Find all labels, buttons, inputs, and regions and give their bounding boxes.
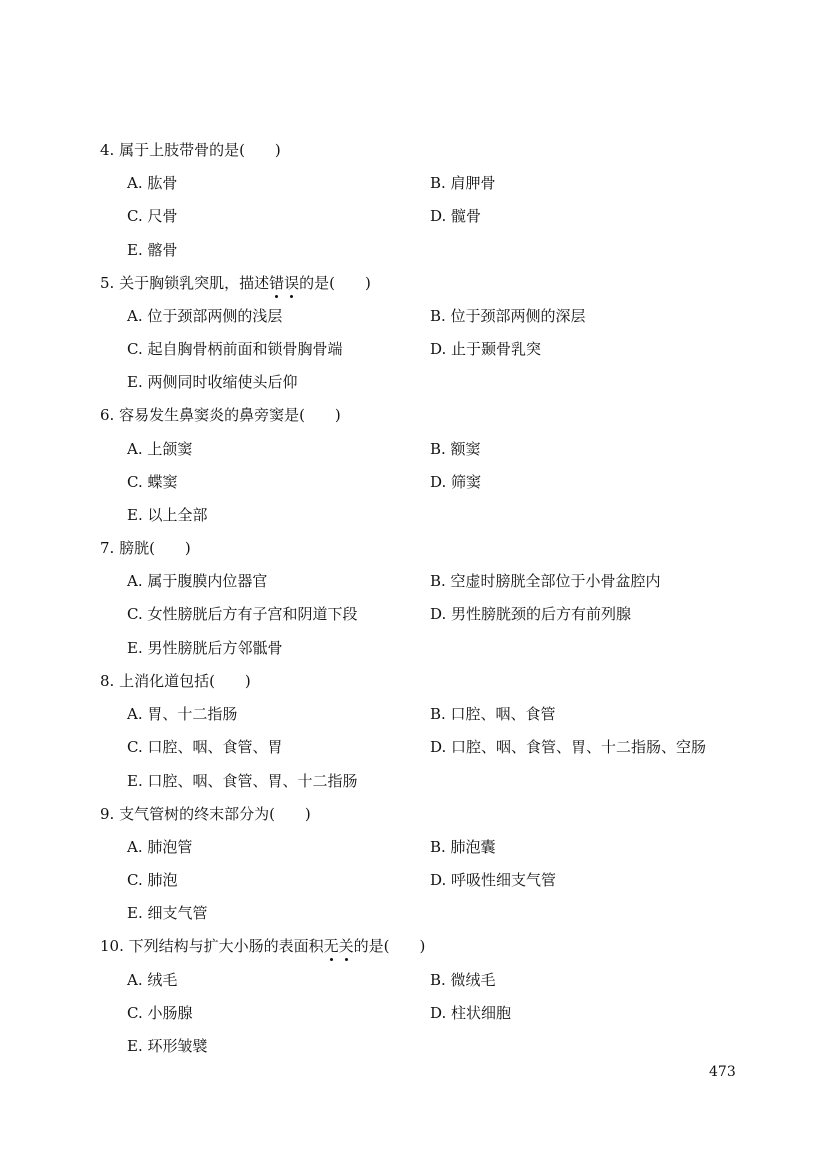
question-10-option-b: B. 微绒毛: [430, 971, 496, 989]
question-7-option-a: A. 属于腹膜内位器官: [127, 572, 268, 590]
question-6-stem: 6. 容易发生鼻窦炎的鼻旁窦是( ): [100, 406, 341, 424]
question-8-option-c: C. 口腔、咽、食管、胃: [127, 738, 283, 756]
question-9-option-a: A. 肺泡管: [127, 838, 193, 856]
question-4-option-b: B. 肩胛骨: [430, 174, 496, 192]
question-8-option-b: B. 口腔、咽、食管: [430, 705, 556, 723]
emphasis-char: 误: [284, 274, 300, 292]
question-6-option-a: A. 上颌窦: [127, 440, 193, 458]
question-8-option-e: E. 口腔、咽、食管、胃、十二指肠: [127, 772, 358, 790]
question-5-option-b: B. 位于颈部两侧的深层: [430, 307, 586, 325]
question-5-option-e: E. 两侧同时收缩使头后仰: [127, 373, 298, 391]
question-6-option-e: E. 以上全部: [127, 506, 208, 524]
question-5-stem-start: 5. 关于胸锁乳突肌，描述: [100, 274, 270, 292]
emphasis-char: 错: [269, 274, 285, 292]
question-9-option-b: B. 肺泡囊: [430, 838, 496, 856]
question-5-option-d: D. 止于颞骨乳突: [430, 340, 542, 358]
question-10-option-e: E. 环形皱襞: [127, 1037, 208, 1055]
question-4-option-e: E. 髂骨: [127, 241, 178, 259]
question-10-option-d: D. 柱状细胞: [430, 1004, 512, 1022]
question-8-option-d: D. 口腔、咽、食管、胃、十二指肠、空肠: [430, 738, 707, 756]
question-6-option-b: B. 额窦: [430, 440, 481, 458]
question-9-option-c: C. 肺泡: [127, 871, 178, 889]
question-5-stem: [100, 273, 371, 293]
question-4-option-a: A. 肱骨: [127, 174, 178, 192]
question-7-option-b: B. 空虚时膀胱全部位于小骨盆腔内: [430, 572, 661, 590]
question-7-stem: 7. 膀胱( ): [100, 539, 191, 557]
question-4-stem: 4. 属于上肢带骨的是( ): [100, 141, 281, 159]
question-9-option-d: D. 呼吸性细支气管: [430, 871, 557, 889]
question-8-option-a: A. 胃、十二指肠: [127, 705, 238, 723]
question-10-stem: [100, 936, 425, 956]
question-7-option-c: C. 女性膀胱后方有子宫和阴道下段: [127, 605, 358, 623]
question-9-stem: 9. 支气管树的终末部分为( ): [100, 805, 311, 823]
question-10-option-c: C. 小肠腺: [127, 1004, 193, 1022]
page-number: 473: [709, 1064, 736, 1080]
question-5-option-c: C. 起自胸骨柄前面和锁骨胸骨端: [127, 340, 343, 358]
question-6-option-c: C. 蝶窦: [127, 473, 178, 491]
question-7-option-d: D. 男性膀胱颈的后方有前列腺: [430, 605, 632, 623]
question-10-stem-end: 的是( ): [353, 937, 426, 955]
question-5-option-a: A. 位于颈部两侧的浅层: [127, 307, 283, 325]
question-5-stem-end: 的是( ): [299, 274, 371, 292]
question-10-option-a: A. 绒毛: [127, 971, 178, 989]
question-9-option-e: E. 细支气管: [127, 904, 208, 922]
question-6-option-d: D. 筛窦: [430, 473, 482, 491]
question-8-stem: 8. 上消化道包括( ): [100, 672, 251, 690]
emphasis-char: 关: [338, 937, 354, 955]
question-4-option-d: D. 髋骨: [430, 207, 482, 225]
question-7-option-e: E. 男性膀胱后方邻骶骨: [127, 639, 283, 657]
emphasis-char: 无: [323, 937, 339, 955]
question-4-option-c: C. 尺骨: [127, 207, 178, 225]
question-10-stem-start: 10. 下列结构与扩大小肠的表面积: [100, 937, 324, 955]
